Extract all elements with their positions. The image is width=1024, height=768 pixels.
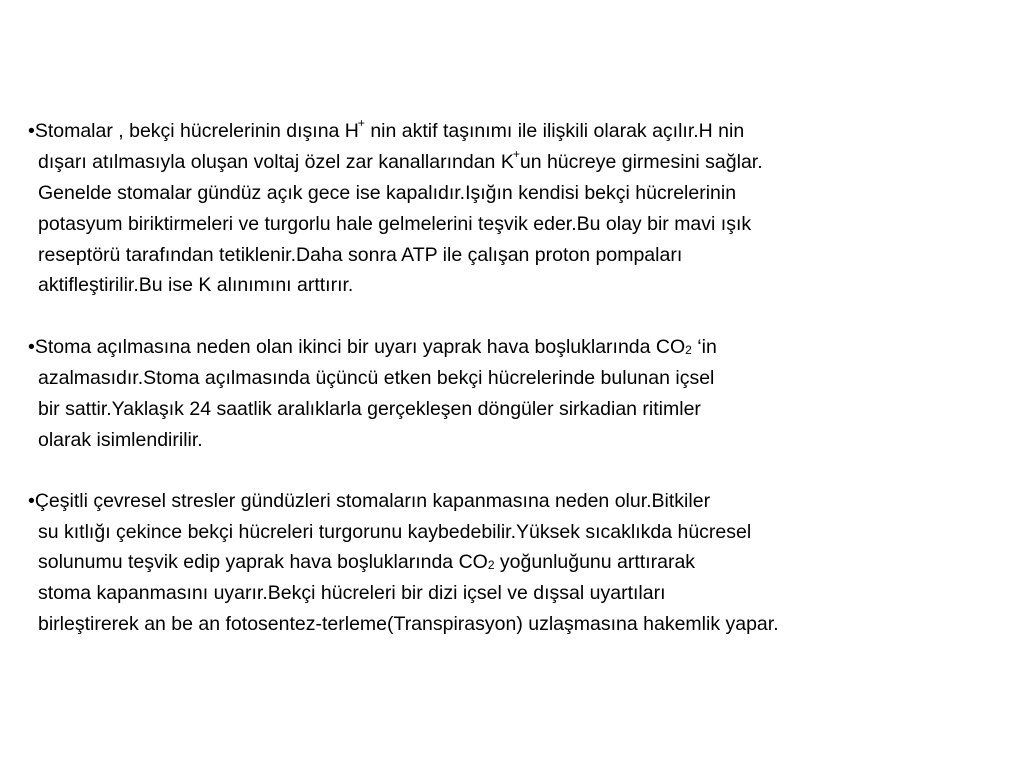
paragraph-2-line-1: •Stoma açılmasına neden olan ikinci bir uyarı yaprak hava boşluklarında CO2 ‘in — [28, 336, 717, 358]
subscript-two: 2 — [487, 558, 495, 572]
paragraph-1-line-1: •Stomalar , bekçi hücrelerinin dışına H+ nin aktif taşınımı ile ilişkili olarak açılır.H nin — [28, 116, 745, 142]
paragraph-1-line-4: potasyum biriktirmeleri ve turgorlu hale gelmelerini teşvik eder.Bu olay bir mavi ışık — [38, 213, 752, 235]
paragraph-2-line-3: bir sattir.Yaklaşık 24 saatlik aralıklarla gerçekleşen döngüler sirkadian ritimler — [38, 398, 701, 420]
superscript-plus: + — [512, 147, 520, 161]
paragraph-1-line-6: aktifleştirilir.Bu ise K alınımını arttırır. — [38, 274, 354, 296]
paragraph-3-line-1: •Çeşitli çevresel stresler gündüzleri stomaların kapanmasına neden olur.Bitkiler — [28, 490, 711, 512]
paragraph-3-line-4: stoma kapanmasını uyarır.Bekçi hücreleri bir dizi içsel ve dışsal uyartıları — [38, 582, 666, 604]
superscript-plus: + — [357, 116, 365, 130]
paragraph-3-line-5: birleştirerek an be an fotosentez-terleme(Transpirasyon) uzlaşmasına hakemlik yapar. — [38, 613, 779, 635]
paragraph-3-line-2: su kıtlığı çekince bekçi hücreleri turgorunu kaybedebilir.Yüksek sıcaklıkda hücresel — [38, 521, 752, 543]
paragraph-1-line-2: dışarı atılmasıyla oluşan voltaj özel zar kanallarından K+un hücreye girmesini sağlar. — [38, 147, 763, 173]
paragraph-2-line-2: azalmasıdır.Stoma açılmasında üçüncü etken bekçi hücrelerinde bulunan içsel — [38, 367, 715, 389]
paragraph-3-line-3: solunumu teşvik edip yaprak hava boşluklarında CO2 yoğunluğunu arttırarak — [38, 551, 696, 573]
paragraph-2-line-4: olarak isimlendirilir. — [38, 429, 203, 451]
subscript-two: 2 — [685, 343, 692, 357]
paragraph-1-line-5: reseptörü tarafından tetiklenir.Daha sonra ATP ile çalışan proton pompaları — [38, 244, 683, 266]
paragraph-1-line-3: Genelde stomalar gündüz açık gece ise kapalıdır.Işığın kendisi bekçi hücrelerinin — [38, 182, 737, 204]
